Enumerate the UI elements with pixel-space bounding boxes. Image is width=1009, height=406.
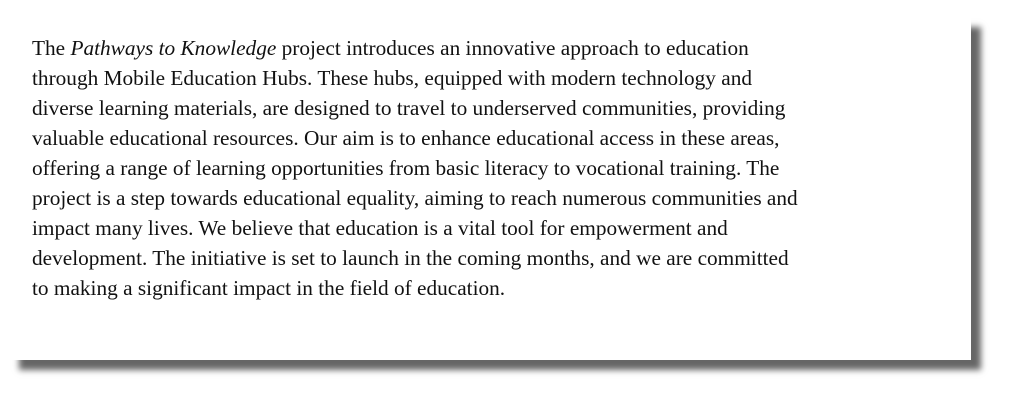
paragraph-line-1-rest: project introduces an innovative approach to education bbox=[276, 36, 749, 60]
paragraph-line-1 bbox=[32, 33, 957, 63]
paragraph-line-9: to making a significant impact in the field of education. bbox=[32, 276, 506, 300]
paragraph bbox=[32, 33, 957, 303]
paragraph-line-8: development. The initiative is set to launch in the coming months, and we are committed bbox=[32, 246, 789, 270]
paragraph-line-4: valuable educational resources. Our aim is to enhance educational access in these areas, bbox=[32, 126, 780, 150]
paragraph-line-3: diverse learning materials, are designed to travel to underserved communities, providing bbox=[32, 96, 786, 120]
paragraph-line-5: offering a range of learning opportunities from basic literacy to vocational training. The bbox=[32, 156, 780, 180]
project-name: Pathways to Knowledge bbox=[70, 36, 277, 60]
text-card bbox=[9, 17, 971, 360]
paragraph-line-2: through Mobile Education Hubs. These hubs, equipped with modern technology and bbox=[32, 66, 753, 90]
paragraph-line-6: project is a step towards educational equality, aiming to reach numerous communities and bbox=[32, 186, 798, 210]
paragraph-intro: The bbox=[32, 36, 71, 60]
paragraph-line-7: impact many lives. We believe that education is a vital tool for empowerment and bbox=[32, 216, 728, 240]
